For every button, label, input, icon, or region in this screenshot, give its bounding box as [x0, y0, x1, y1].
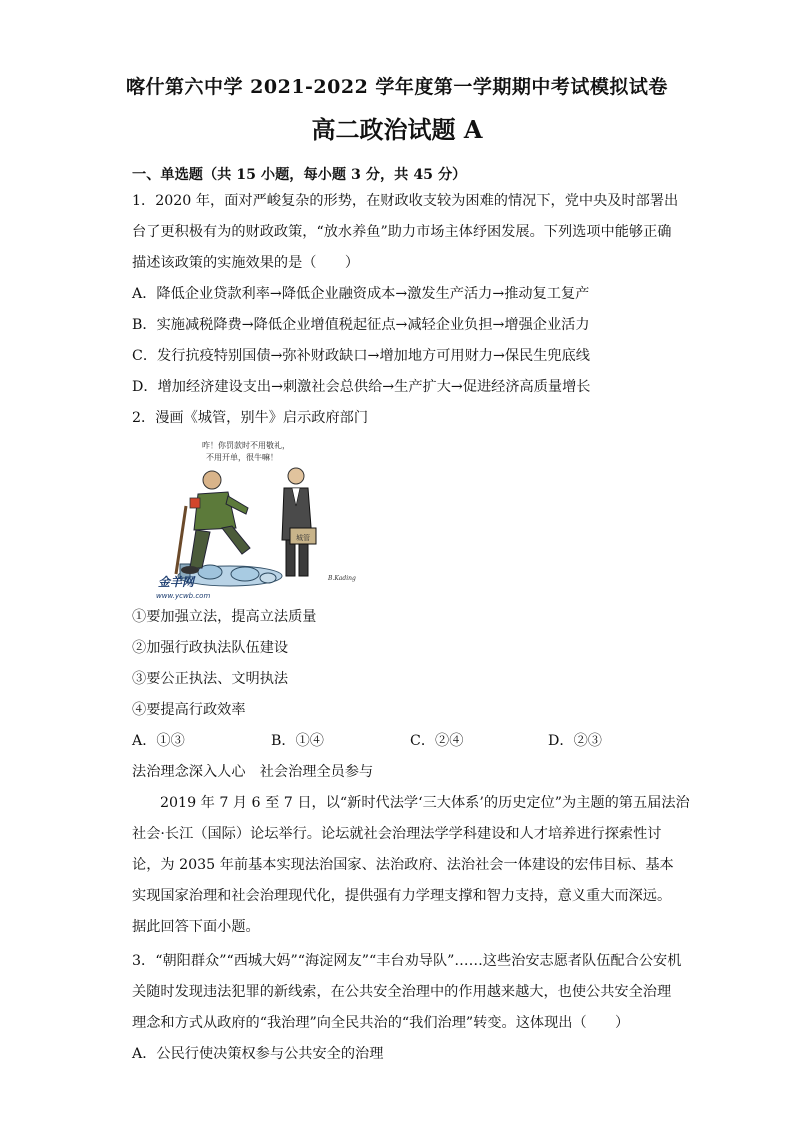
q3-stem-line: 3．“朝阳群众”“西城大妈”“海淀网友”“丰台劝导队”……这些治安志愿者队伍配合公安机 — [132, 953, 682, 969]
speech-line-1: 咋！你罚款时不用敬礼， — [202, 441, 290, 450]
material-line: 论，为 2035 年前基本实现法治国家、法治政府、法治社会一体建设的宏伟目标、基本 — [132, 857, 674, 873]
official-figure-icon — [282, 468, 316, 576]
q2-item-3: ③要公正执法、文明执法 — [132, 671, 289, 687]
cartoon-image — [150, 436, 356, 604]
armband-label: 城管 — [296, 534, 310, 542]
q1-option-c: C．发行抗疫特别国债→弥补财政缺口→增加地方可用财力→保民生兜底线 — [132, 348, 590, 364]
speech-line-2: 不用开单，很牛嘛！ — [206, 453, 278, 462]
material-line: 据此回答下面小题。 — [132, 919, 260, 935]
q2-item-4: ④要提高行政效率 — [132, 702, 246, 718]
q3-option-a: A．公民行使决策权参与公共安全的治理 — [132, 1046, 384, 1062]
material-title: 法治理念深入人心 社会治理全员参与 — [132, 764, 374, 780]
exam-subtitle: 高二政治试题 A — [311, 115, 483, 144]
material-line: 2019 年 7 月 6 至 7 日，以“新时代法学‘三大体系’的历史定位”为主题的第五届法治 — [160, 795, 690, 811]
q1-option-a: A．降低企业贷款利率→降低企业融资成本→激发生产活力→推动复工复产 — [132, 286, 590, 302]
armband-icon — [190, 498, 200, 508]
q1-stem-line: 台了更积极有为的财政政策，“放水养鱼”助力市场主体纾困发展。下列选项中能够正确 — [132, 224, 672, 240]
q2-option-c: C．②④ — [410, 733, 464, 749]
q2-item-1: ①要加强立法，提高立法质量 — [132, 609, 317, 625]
artist-signature: B.Kading — [328, 575, 356, 582]
brand-logo: 金羊网 — [158, 575, 195, 589]
inspector-figure-icon — [176, 471, 250, 574]
exam-title: 喀什第六中学 2021-2022 学年度第一学期期中考试模拟试卷 — [126, 76, 668, 98]
q2-item-2: ②加强行政执法队伍建设 — [132, 640, 289, 656]
q1-stem-line: 描述该政策的实施效果的是（ ） — [132, 255, 360, 271]
q1-option-b: B．实施减税降费→降低企业增值税起征点→减轻企业负担→增强企业活力 — [132, 317, 590, 333]
q2-option-b: B．①④ — [271, 733, 324, 749]
q3-stem-line: 关随时发现违法犯罪的新线索，在公共安全治理中的作用越来越大，也使公共安全治理 — [132, 984, 672, 1000]
brand-url: www.ycwb.com — [156, 592, 211, 600]
material-line: 实现国家治理和社会治理现代化，提供强有力学理支撑和智力支持，意义重大而深远。 — [132, 888, 672, 904]
q2-option-a: A．①③ — [132, 733, 185, 749]
q2-stem: 2．漫画《城管，别牛》启示政府部门 — [132, 410, 369, 426]
q1-option-d: D．增加经济建设支出→刺激社会总供给→生产扩大→促进经济高质量增长 — [132, 379, 591, 395]
section-heading: 一、单选题（共 15 小题，每小题 3 分，共 45 分） — [132, 167, 467, 183]
q3-stem-line: 理念和方式从政府的“我治理”向全民共治的“我们治理”转变。这体现出（ ） — [132, 1015, 630, 1031]
q1-stem-line: 1．2020 年，面对严峻复杂的形势，在财政收支较为困难的情况下，党中央及时部署出 — [132, 193, 679, 209]
q2-option-d: D．②③ — [548, 733, 602, 749]
material-line: 社会·长江（国际）论坛举行。论坛就社会治理法学学科建设和人才培养进行探索性讨 — [132, 826, 662, 842]
